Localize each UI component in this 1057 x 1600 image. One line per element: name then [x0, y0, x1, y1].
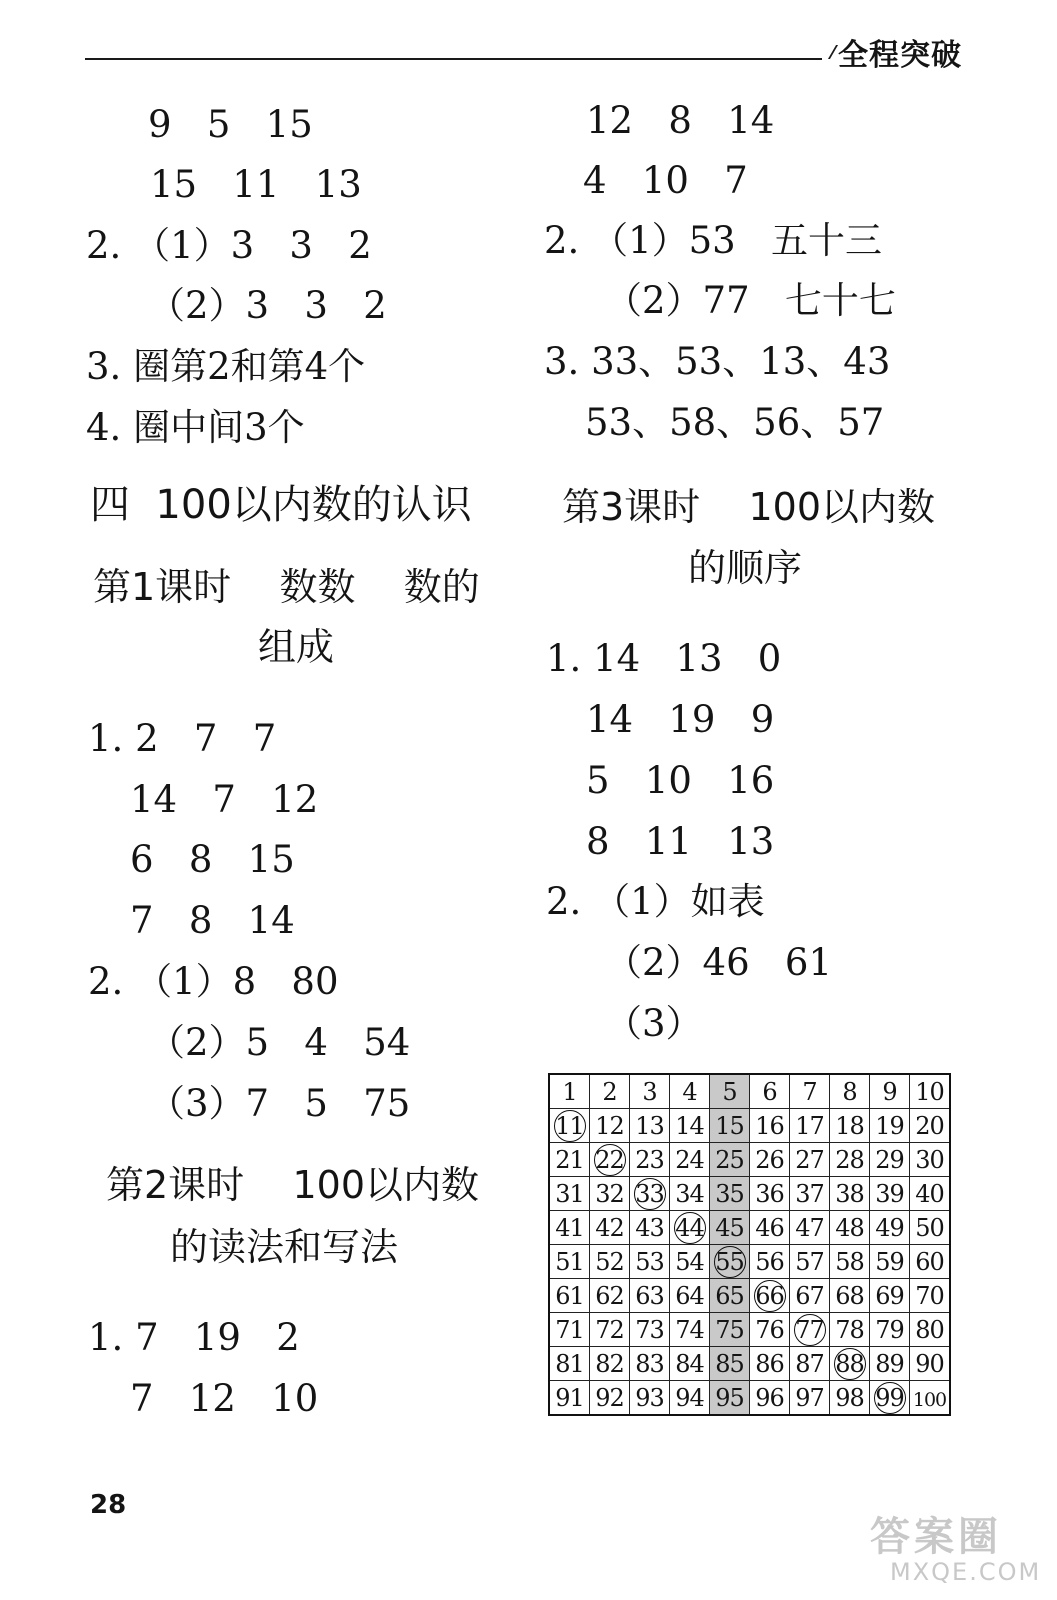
- chart-number: 82: [595, 1349, 624, 1378]
- chart-cell: [870, 1143, 910, 1177]
- circled-number: 99: [875, 1383, 904, 1412]
- chart-cell: [870, 1313, 910, 1347]
- circled-number: 33: [635, 1179, 664, 1208]
- chart-cell: [670, 1074, 710, 1109]
- chart-cell: [750, 1143, 790, 1177]
- chart-cell: [870, 1074, 910, 1109]
- chart-cell: [710, 1177, 750, 1211]
- chart-cell: [590, 1074, 630, 1109]
- chart-number: 17: [795, 1111, 824, 1140]
- chart-cell: [590, 1245, 630, 1279]
- chart-cell: [910, 1347, 951, 1381]
- chart-number: 26: [755, 1145, 784, 1174]
- chart-number: 100: [912, 1388, 947, 1411]
- lesson1-answer-line: 7 8 14: [130, 899, 295, 942]
- chart-cell: [790, 1279, 830, 1313]
- chart-row: [549, 1143, 950, 1177]
- chart-cell: [790, 1381, 830, 1416]
- left-answer-line: 2. （1）3 3 2: [86, 224, 372, 267]
- chart-number: 58: [835, 1247, 864, 1276]
- chart-number: 78: [835, 1315, 864, 1344]
- chart-number: 76: [755, 1315, 784, 1344]
- left-answer-line: 4. 圈中间3个: [86, 406, 305, 449]
- chart-cell: [910, 1245, 951, 1279]
- chart-number: 97: [795, 1383, 824, 1412]
- chart-number: 50: [915, 1213, 944, 1242]
- chart-cell: [590, 1347, 630, 1381]
- chart-cell: [870, 1211, 910, 1245]
- chart-number: 1: [562, 1077, 577, 1106]
- chart-cell: [830, 1279, 870, 1313]
- chart-cell: [750, 1381, 790, 1416]
- chart-cell: [750, 1211, 790, 1245]
- right-answer-line: 3. 33、53、13、43: [544, 340, 891, 383]
- chart-cell: [910, 1279, 951, 1313]
- chart-number: 47: [795, 1213, 824, 1242]
- chart-cell: [790, 1211, 830, 1245]
- chart-cell: [549, 1109, 590, 1143]
- chart-cell: [549, 1381, 590, 1416]
- chart-cell: [910, 1313, 951, 1347]
- chart-cell: [549, 1074, 590, 1109]
- chart-cell: [670, 1279, 710, 1313]
- chart-number: 68: [835, 1281, 864, 1310]
- lesson2-title-line1: 第2课时 100以内数: [106, 1163, 480, 1207]
- chart-number: 81: [555, 1349, 584, 1378]
- chart-number: 93: [635, 1383, 664, 1412]
- chart-cell: [870, 1347, 910, 1381]
- circled-number: 77: [795, 1315, 824, 1344]
- chart-number: 85: [715, 1349, 744, 1378]
- left-answer-line: 9 5 15: [148, 103, 313, 146]
- chart-number: 86: [755, 1349, 784, 1378]
- circled-number: 55: [715, 1247, 744, 1276]
- chart-number: 52: [595, 1247, 624, 1276]
- header-rule: [85, 58, 822, 60]
- chart-cell: [549, 1279, 590, 1313]
- chart-cell: [710, 1211, 750, 1245]
- chart-cell: [710, 1143, 750, 1177]
- left-answer-line: 3. 圈第2和第4个: [86, 345, 366, 388]
- chart-row: [549, 1074, 950, 1109]
- chart-number: 8: [842, 1077, 857, 1106]
- chart-cell: [830, 1109, 870, 1143]
- chart-number: 2: [602, 1077, 617, 1106]
- chart-cell: [910, 1381, 951, 1416]
- chart-cell: [910, 1109, 951, 1143]
- chart-number: 59: [875, 1247, 904, 1276]
- chart-cell: [630, 1109, 670, 1143]
- chart-number: 89: [875, 1349, 904, 1378]
- chart-number: 63: [635, 1281, 664, 1310]
- chart-cell: [830, 1313, 870, 1347]
- lesson2-answer-line: 1. 7 19 2: [88, 1316, 300, 1359]
- chart-cell: [710, 1347, 750, 1381]
- chart-number: 74: [675, 1315, 704, 1344]
- chart-number: 57: [795, 1247, 824, 1276]
- chart-number: 98: [835, 1383, 864, 1412]
- chart-row: [549, 1347, 950, 1381]
- chart-number: 6: [762, 1077, 777, 1106]
- chart-number: 70: [915, 1281, 944, 1310]
- chart-number: 42: [595, 1213, 624, 1242]
- chart-number: 90: [915, 1349, 944, 1378]
- chart-cell: [830, 1211, 870, 1245]
- chart-number: 41: [555, 1213, 584, 1242]
- chart-row: [549, 1211, 950, 1245]
- chart-cell: [590, 1143, 630, 1177]
- chart-cell: [750, 1279, 790, 1313]
- chart-cell: [670, 1211, 710, 1245]
- chart-cell: [710, 1245, 750, 1279]
- chart-cell: [870, 1177, 910, 1211]
- lesson3-title-line2: 的顺序: [688, 546, 803, 590]
- chart-number: 54: [675, 1247, 704, 1276]
- chart-number: 51: [555, 1247, 584, 1276]
- lesson1-title-line2: 组成: [258, 625, 335, 669]
- circled-number: 66: [755, 1281, 784, 1310]
- chart-number: 30: [915, 1145, 944, 1174]
- chart-cell: [630, 1313, 670, 1347]
- chart-number: 32: [595, 1179, 624, 1208]
- hundred-chart: [548, 1073, 951, 1416]
- chart-cell: [630, 1279, 670, 1313]
- right-answer-line: 12 8 14: [586, 99, 775, 142]
- chart-number: 67: [795, 1281, 824, 1310]
- chart-cell: [830, 1074, 870, 1109]
- chart-number: 20: [915, 1111, 944, 1140]
- chart-cell: [830, 1143, 870, 1177]
- chart-number: 3: [642, 1077, 657, 1106]
- chart-cell: [710, 1074, 750, 1109]
- chart-cell: [630, 1074, 670, 1109]
- chart-number: 18: [835, 1111, 864, 1140]
- chart-number: 24: [675, 1145, 704, 1174]
- chart-number: 92: [595, 1383, 624, 1412]
- chart-cell: [549, 1347, 590, 1381]
- chart-cell: [549, 1143, 590, 1177]
- chart-number: 95: [715, 1383, 744, 1412]
- chart-cell: [870, 1109, 910, 1143]
- chart-number: 15: [715, 1111, 744, 1140]
- chart-number: 35: [715, 1179, 744, 1208]
- chart-cell: [710, 1279, 750, 1313]
- chart-cell: [830, 1245, 870, 1279]
- chart-cell: [790, 1347, 830, 1381]
- chart-number: 53: [635, 1247, 664, 1276]
- lesson3-answer-line: 2. （1）如表: [546, 880, 765, 923]
- chart-number: 48: [835, 1213, 864, 1242]
- chart-cell: [750, 1109, 790, 1143]
- chart-cell: [910, 1074, 951, 1109]
- chart-cell: [670, 1177, 710, 1211]
- chart-cell: [750, 1313, 790, 1347]
- chart-number: 83: [635, 1349, 664, 1378]
- chart-number: 12: [595, 1111, 624, 1140]
- chart-cell: [549, 1211, 590, 1245]
- chart-cell: [549, 1177, 590, 1211]
- chart-cell: [750, 1245, 790, 1279]
- chart-cell: [670, 1109, 710, 1143]
- chart-cell: [910, 1143, 951, 1177]
- lesson3-answer-line: 8 11 13: [586, 820, 775, 863]
- chart-number: 14: [675, 1111, 704, 1140]
- chart-cell: [910, 1211, 951, 1245]
- circled-number: 44: [675, 1213, 704, 1242]
- chart-number: 21: [555, 1145, 584, 1174]
- right-answer-line: （2）77 七十七: [605, 279, 896, 322]
- lesson1-answer-line: 14 7 12: [130, 778, 319, 821]
- chart-cell: [790, 1313, 830, 1347]
- chart-row: [549, 1177, 950, 1211]
- left-answer-line: 15 11 13: [150, 163, 362, 206]
- chart-number: 84: [675, 1349, 704, 1378]
- chart-number: 31: [555, 1179, 584, 1208]
- chart-number: 29: [875, 1145, 904, 1174]
- chart-cell: [670, 1313, 710, 1347]
- chart-number: 40: [915, 1179, 944, 1208]
- chart-cell: [630, 1347, 670, 1381]
- chart-number: 43: [635, 1213, 664, 1242]
- chart-row: [549, 1245, 950, 1279]
- chart-cell: [790, 1177, 830, 1211]
- chart-cell: [870, 1381, 910, 1416]
- lesson1-answer-line: （2）5 4 54: [148, 1021, 411, 1064]
- right-answer-line: 53、58、56、57: [585, 401, 885, 444]
- chart-number: 16: [755, 1111, 784, 1140]
- chart-number: 94: [675, 1383, 704, 1412]
- chart-number: 7: [802, 1077, 817, 1106]
- chart-number: 79: [875, 1315, 904, 1344]
- chart-number: 69: [875, 1281, 904, 1310]
- chart-number: 13: [635, 1111, 664, 1140]
- chart-cell: [590, 1211, 630, 1245]
- watermark-url: MXQE.COM: [890, 1558, 1042, 1586]
- chart-cell: [830, 1177, 870, 1211]
- chart-cell: [630, 1245, 670, 1279]
- chart-cell: [870, 1279, 910, 1313]
- chart-number: 62: [595, 1281, 624, 1310]
- chart-number: 27: [795, 1145, 824, 1174]
- chart-number: 64: [675, 1281, 704, 1310]
- lesson1-answer-line: 2. （1）8 80: [88, 960, 339, 1003]
- chart-number: 96: [755, 1383, 784, 1412]
- chart-number: 5: [722, 1077, 737, 1106]
- chart-number: 10: [915, 1077, 944, 1106]
- chart-row: [549, 1279, 950, 1313]
- chart-cell: [790, 1143, 830, 1177]
- chart-number: 87: [795, 1349, 824, 1378]
- lesson3-title-line1: 第3课时 100以内数: [562, 485, 936, 529]
- chart-number: 61: [555, 1281, 584, 1310]
- lesson1-answer-line: 1. 2 7 7: [88, 717, 277, 760]
- chart-cell: [830, 1347, 870, 1381]
- right-answer-line: 4 10 7: [583, 159, 748, 202]
- chart-cell: [710, 1381, 750, 1416]
- chart-cell: [549, 1313, 590, 1347]
- chart-number: 39: [875, 1179, 904, 1208]
- hundred-chart-table: [548, 1073, 951, 1416]
- chart-cell: [549, 1245, 590, 1279]
- chart-number: 65: [715, 1281, 744, 1310]
- chart-number: 72: [595, 1315, 624, 1344]
- right-answer-line: 2. （1）53 五十三: [544, 219, 882, 262]
- lesson3-answer-line: （2）46 61: [605, 941, 832, 984]
- lesson1-answer-line: （3）7 5 75: [148, 1082, 411, 1125]
- chart-cell: [630, 1177, 670, 1211]
- chart-cell: [590, 1279, 630, 1313]
- lesson2-answer-line: 7 12 10: [130, 1377, 319, 1420]
- header-title: 全程突破: [838, 38, 962, 73]
- chart-number: 56: [755, 1247, 784, 1276]
- chart-number: 46: [755, 1213, 784, 1242]
- lesson2-title-line2: 的读法和写法: [170, 1225, 399, 1269]
- chart-cell: [750, 1177, 790, 1211]
- lesson3-answer-line: 1. 14 13 0: [546, 637, 782, 680]
- lesson1-answer-line: 6 8 15: [130, 838, 295, 881]
- left-answer-line: （2）3 3 2: [148, 284, 387, 327]
- chart-cell: [790, 1245, 830, 1279]
- chart-cell: [670, 1347, 710, 1381]
- lesson1-title-line1: 第1课时 数数 数的: [93, 565, 480, 609]
- chart-number: 38: [835, 1179, 864, 1208]
- chart-cell: [630, 1143, 670, 1177]
- lesson3-answer-line: 5 10 16: [586, 759, 775, 802]
- chart-number: 36: [755, 1179, 784, 1208]
- chart-number: 28: [835, 1145, 864, 1174]
- chart-cell: [750, 1347, 790, 1381]
- chart-number: 80: [915, 1315, 944, 1344]
- chart-number: 37: [795, 1179, 824, 1208]
- chart-number: 91: [555, 1383, 584, 1412]
- chart-number: 34: [675, 1179, 704, 1208]
- header-flourish: [814, 45, 838, 59]
- chart-cell: [590, 1381, 630, 1416]
- chart-row: [549, 1313, 950, 1347]
- chart-cell: [910, 1177, 951, 1211]
- chart-cell: [750, 1074, 790, 1109]
- chart-cell: [670, 1143, 710, 1177]
- chart-row: [549, 1381, 950, 1416]
- chart-cell: [590, 1177, 630, 1211]
- section-title: 四 100以内数的认识: [90, 482, 472, 528]
- chart-number: 75: [715, 1315, 744, 1344]
- chart-cell: [790, 1074, 830, 1109]
- chart-cell: [670, 1245, 710, 1279]
- chart-number: 25: [715, 1145, 744, 1174]
- lesson3-answer-line: （3）: [605, 1002, 703, 1045]
- circled-number: 11: [555, 1111, 584, 1140]
- lesson3-answer-line: 14 19 9: [586, 698, 775, 741]
- chart-cell: [630, 1381, 670, 1416]
- chart-number: 73: [635, 1315, 664, 1344]
- chart-cell: [710, 1109, 750, 1143]
- chart-number: 60: [915, 1247, 944, 1276]
- watermark-logo: [870, 1505, 1041, 1586]
- chart-number: 19: [875, 1111, 904, 1140]
- chart-cell: [670, 1381, 710, 1416]
- chart-number: 4: [682, 1077, 697, 1106]
- chart-row: [549, 1109, 950, 1143]
- chart-cell: [590, 1313, 630, 1347]
- chart-number: 45: [715, 1213, 744, 1242]
- chart-cell: [790, 1109, 830, 1143]
- page-number: 28: [90, 1490, 127, 1520]
- chart-cell: [590, 1109, 630, 1143]
- chart-cell: [870, 1245, 910, 1279]
- chart-cell: [830, 1381, 870, 1416]
- chart-cell: [710, 1313, 750, 1347]
- chart-number: 9: [882, 1077, 897, 1106]
- chart-number: 71: [555, 1315, 584, 1344]
- watermark-text: 答案圈: [870, 1514, 1002, 1560]
- chart-number: 23: [635, 1145, 664, 1174]
- circled-number: 22: [595, 1145, 624, 1174]
- circled-number: 88: [835, 1349, 864, 1378]
- chart-number: 49: [875, 1213, 904, 1242]
- chart-cell: [630, 1211, 670, 1245]
